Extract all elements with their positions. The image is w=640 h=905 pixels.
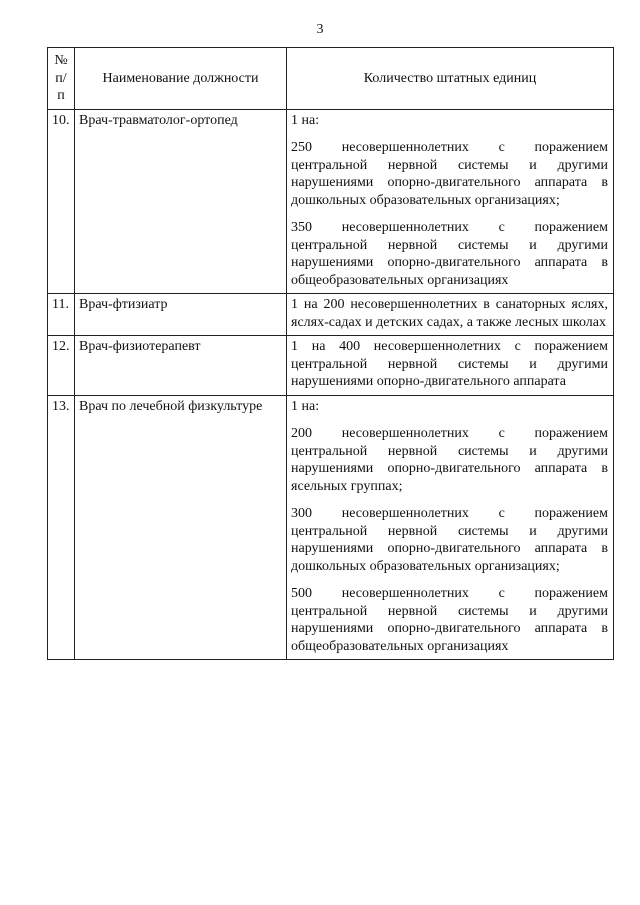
row-number: 12. (48, 336, 75, 396)
staff-units-paragraph: 250 несовершеннолетних с поражением центральной нервной системы и другими нарушениями опорно-двигательного аппарата в дошкольных образовательных организациях; (291, 140, 608, 208)
staff-units-paragraph: 1 на 400 несовершеннолетних с поражением центральной нервной системы и другими нарушениями опорно-двигательного аппарата (291, 339, 608, 389)
staff-units (287, 109, 614, 294)
position-name: Врач-физиотерапевт (75, 336, 287, 396)
staff-units-intro: 1 на: (291, 398, 320, 414)
table-row (48, 336, 614, 396)
staff-units-paragraph: 500 несовершеннолетних с поражением центральной нервной системы и другими нарушениями опорно-двигательного аппарата в общеобразовательных организациях (291, 586, 608, 654)
row-number: 10. (48, 109, 75, 294)
staff-units-paragraph: 350 несовершеннолетних с поражением центральной нервной системы и другими нарушениями опорно-двигательного аппарата в общеобразовательных организациях (291, 220, 608, 288)
table-row (48, 109, 614, 294)
position-name: Врач по лечебной физкультуре (75, 395, 287, 660)
staff-units (287, 395, 614, 660)
staff-units-paragraph: 1 на 200 несовершеннолетних в санаторных яслях, яслях-садах и детских садах, а также лесных школах (291, 297, 608, 330)
table-header-row (48, 48, 614, 110)
staff-units-paragraph: 200 несовершеннолетних с поражением центральной нервной системы и другими нарушениями опорно-двигательного аппарата в ясельных группах; (291, 426, 608, 494)
staff-units (287, 336, 614, 396)
page-number: 3 (316, 22, 324, 37)
table-row (48, 395, 614, 660)
row-number: 13. (48, 395, 75, 660)
staff-units-intro: 1 на: (291, 112, 320, 128)
row-number: 11. (48, 294, 75, 336)
staff-units (287, 294, 614, 336)
staff-units-paragraph: 300 несовершеннолетних с поражением центральной нервной системы и другими нарушениями опорно-двигательного аппарата в дошкольных образовательных организациях; (291, 506, 608, 574)
header-position-name: Наименование должности (75, 48, 287, 110)
staffing-table (47, 47, 614, 660)
header-staff-units: Количество штатных единиц (287, 48, 614, 110)
header-number: № п/п (48, 48, 75, 110)
position-name: Врач-травматолог-ортопед (75, 109, 287, 294)
position-name: Врач-фтизиатр (75, 294, 287, 336)
table-row (48, 294, 614, 336)
